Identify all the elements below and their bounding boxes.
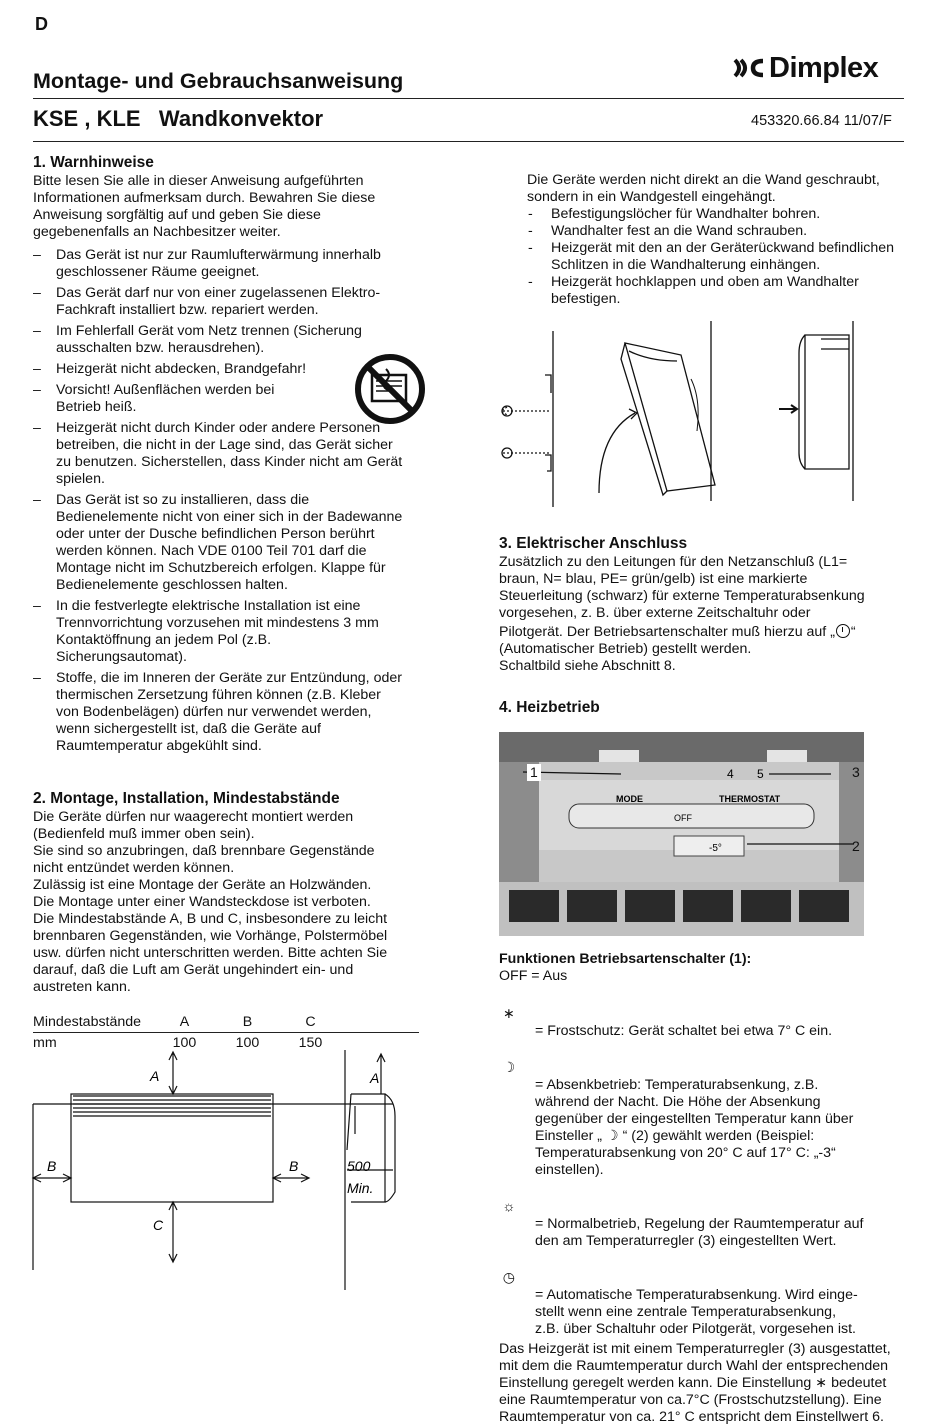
mounting-text: Die Geräte werden nicht direkt an die Wand geschraubt, sondern in ein Wandgestell eingehängt. — [527, 172, 880, 205]
control-panel-image — [499, 732, 864, 936]
functions-heading: Funktionen Betriebsartenschalter (1): — [499, 951, 752, 967]
clock-icon — [836, 624, 850, 638]
section-heating — [499, 698, 919, 718]
label-a: A — [150, 1068, 160, 1084]
off-label: OFF — [674, 813, 692, 823]
clock-hand — [842, 627, 843, 632]
table-cell: B — [242, 1013, 253, 1030]
list-item: – Das Gerät ist nur zur Raumlufterwärmung innerhalb geschlossener Räume geeignet. — [33, 247, 443, 281]
mode-functions — [499, 951, 929, 1426]
mounting-steps — [527, 206, 927, 308]
dial-number: 5 — [757, 767, 764, 781]
section-text — [499, 554, 909, 675]
section-text: Die Geräte dürfen nur waagerecht montiert werden (Bedienfeld muß immer oben sein). Sie sind so anzubringen, daß brennbare Gegenstände nicht entzündet werden können. Zulässig ist eine Montage der Geräte an Holzwänden. Die Montage unter einer Wandsteckdose ist verboten. Die Mindestabstände A, B und C, insbesondere zu leicht brennbaren Gegenständen, wie Vorhänge, Polstermöbel usw. dürfen nicht unterschritten werden. Bitte achten Sie darauf, daß die Luft am Gerät ungehindert ein- und austreten kann. — [33, 809, 388, 995]
section-heading: 1. Warnhinweise — [33, 154, 154, 171]
list-item: – Das Gerät darf nur von einer zugelassenen Elektro- Fachkraft installiert bzw. repariert werden. — [33, 285, 443, 319]
document-subtitle: KSE , KLE Wandkonvektor — [33, 106, 324, 131]
text-part: Zusätzlich zu den Leitungen für den Netzanschluß (L1= braun, N= blau, PE= grün/gelb) ist eine markierte Steuerleitung (schwarz) für externe Temperaturabsenkung vorgesehen, z. B. über externe Zeitschaltuhr oder Pilotgerät. Der Betriebsartenschalter muß hierzu auf „ — [499, 554, 865, 640]
function-text: = Absenkbetrieb: Temperaturabsenkung, z.B. während der Nacht. Die Höhe der Absenkung gegenüber der eingestellten Temperatur kann über Einsteller „ ☽ “ (2) gewählt werden (Beispiel: Temperaturabsenkung von 20° C auf 17° C: „-3“ einstellen). — [535, 1077, 854, 1178]
dial-number: 4 — [727, 767, 734, 781]
text-part: “ (Automatischer Betrieb) gestellt werden. Schaltbild siehe Abschnitt 8. — [499, 624, 856, 674]
table-cell: A — [179, 1013, 190, 1030]
warning-list — [33, 247, 443, 755]
document-number: 453320.66.84 11/07/F — [751, 113, 892, 129]
temp-label: -5° — [709, 843, 722, 854]
section-heading: 4. Heizbetrieb — [499, 699, 600, 716]
table-cell: C — [305, 1013, 316, 1030]
function-normal — [499, 1182, 929, 1250]
label-b-left: B — [47, 1158, 57, 1174]
mounting-instructions — [527, 172, 927, 308]
closing-text: Das Heizgerät ist mit einem Temperaturregler (3) ausgestattet, mit dem die Raumtemperatur durch Wahl der entsprechenden Einstellung geregelt werden kann. Die Einstellung ∗ bedeutet eine Raumtemperatur von ca.7°C (Frostschutzstellung). Eine Raumtemperatur von ca. 21° C entspricht dem Einstellwert 6. — [499, 1341, 891, 1425]
brand-name: Dimplex — [769, 51, 879, 84]
list-item: - Befestigungslöcher für Wandhalter bohren. — [527, 206, 927, 223]
function-text: = Automatische Temperaturabsenkung. Wird einge- stellt wenn eine zentrale Temperaturabsenkung, z.B. über Schaltuhr oder Pilotgerät, vorgesehen ist. — [535, 1287, 858, 1337]
clock-icon: ◷ — [502, 1270, 516, 1286]
section-warnings — [33, 153, 443, 759]
table-header-row — [33, 1012, 419, 1032]
function-text: = Normalbetrieb, Regelung der Raumtemperatur auf den am Temperaturregler (3) eingestellten Wert. — [535, 1216, 864, 1249]
list-item: – In die festverlegte elektrische Installation ist eine Trennvorrichtung vorzusehen mit mindestens 3 mm Kontaktöffnung an jedem Pol (z.B. Sicherungsautomat). — [33, 598, 443, 666]
section-intro: Bitte lesen Sie alle in dieser Anweisung aufgeführten Informationen aufmerksam durch. Bewahren Sie diese Anweisung sorgfältig auf und geben Sie diese gegebenenfalls an Nachbesitzer weiter. — [33, 173, 376, 240]
list-item: – Stoffe, die im Inneren der Geräte zur Entzündung, oder thermischen Zersetzung führen können (z.B. Kleber von Bodenbelägen) dürfen nur verwendet werden, wenn sichergestellt ist, daß die Geräte auf Raumtemperatur abgekühlt sind. — [33, 670, 443, 755]
function-auto — [499, 1253, 929, 1338]
table-cell: 100 — [172, 1034, 197, 1051]
callout-3: 3 — [852, 764, 860, 780]
section-installation — [33, 789, 443, 996]
clearance-diagram — [33, 1050, 433, 1290]
label-c: C — [153, 1217, 164, 1233]
language-code: D — [35, 14, 48, 34]
list-item: - Heizgerät hochklappen und oben am Wandhalter befestigen. — [527, 274, 927, 308]
document-title: Montage- und Gebrauchsanweisung — [33, 69, 404, 93]
control-panel-photo — [499, 732, 864, 936]
callout-1: 1 — [527, 764, 541, 781]
label-min-value: 500 — [347, 1158, 371, 1174]
list-item: – Im Fehlerfall Gerät vom Netz trennen (Sicherung ausschalten bzw. herausdrehen). — [33, 323, 443, 357]
list-item: – Heizgerät nicht abdecken, Brandgefahr! — [33, 361, 443, 378]
do-not-cover-icon — [352, 353, 428, 425]
sun-icon: ☼ — [502, 1199, 516, 1215]
header-rule-bottom — [33, 141, 904, 142]
thermostat-label: THERMOSTAT — [719, 794, 781, 804]
clearance-table — [33, 1012, 419, 1053]
off-line: OFF = Aus — [499, 968, 568, 984]
label-b-right: B — [289, 1158, 299, 1174]
table-cell: mm — [33, 1034, 57, 1051]
section-electrical — [499, 534, 909, 675]
list-item: – Das Gerät ist so zu installieren, dass die Bedienelemente nicht von einer sich in der Badewanne oder unter der Dusche befindlichen Person berührt werden können. Nach VDE 0100 Teil 701 darf die Montage nicht im Schutzbereich erfolgen. Klappe für Bedienelemente geschlossen halten. — [33, 492, 443, 594]
table-cell: Mindestabstände — [33, 1013, 142, 1030]
list-item: - Wandhalter fest an die Wand schrauben. — [527, 223, 927, 240]
header-rule — [33, 98, 904, 99]
section-heading: 3. Elektrischer Anschluss — [499, 535, 688, 552]
mode-label: MODE — [616, 794, 643, 804]
list-item: – Heizgerät nicht durch Kinder oder andere Personen betreiben, die nicht in der Lage sind, das Gerät sicher zu benutzen. Sicherstellen, dass Kinder nicht am Gerät spielen. — [33, 420, 443, 488]
mounting-illustration — [495, 315, 875, 515]
callout-2: 2 — [852, 838, 860, 854]
label-a-side: A — [370, 1070, 380, 1086]
brand-logo — [733, 51, 879, 84]
function-text: = Frostschutz: Gerät schaltet bei etwa 7° C ein. — [535, 1023, 833, 1039]
function-night — [499, 1043, 929, 1179]
list-item: - Heizgerät mit den an der Geräterückwand befindlichen Schlitzen in die Wandhalterung einhängen. — [527, 240, 927, 274]
section-heading: 2. Montage, Installation, Mindestabstände — [33, 790, 340, 807]
list-item: – Vorsicht! Außenflächen werden bei Betrieb heiß. — [33, 382, 443, 416]
function-frost — [499, 989, 929, 1040]
dimplex-logo-icon — [733, 56, 765, 80]
label-min-unit: Min. — [347, 1180, 374, 1196]
frost-icon: ∗ — [503, 1006, 515, 1022]
table-cell: 100 — [235, 1034, 260, 1051]
moon-icon: ☽ — [502, 1060, 516, 1076]
table-cell: 150 — [298, 1034, 323, 1051]
